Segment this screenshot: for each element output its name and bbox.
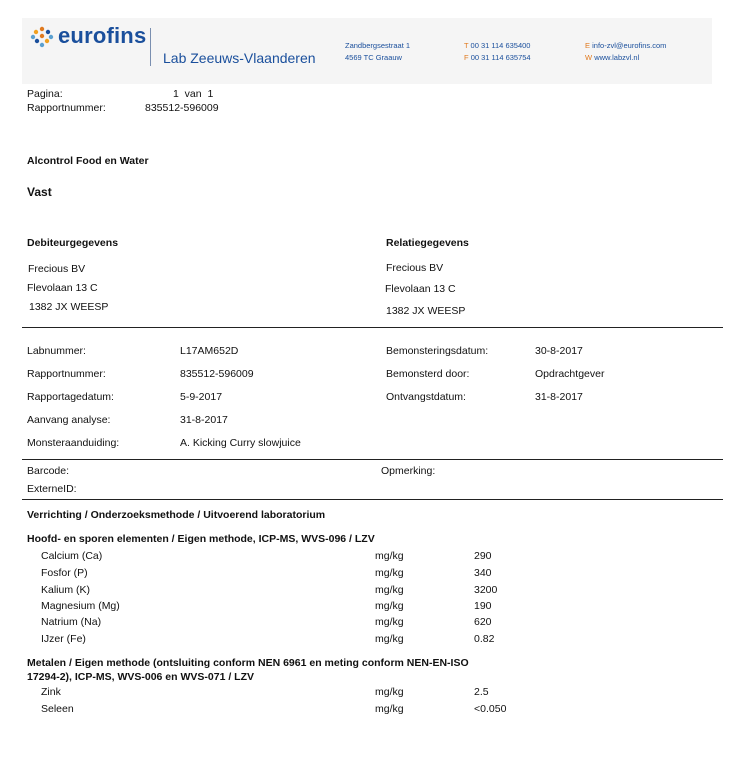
- element-name: Calcium (Ca): [41, 550, 103, 562]
- fax-number: 00 31 114 635754: [470, 53, 531, 62]
- ontvangstdatum-value: 31-8-2017: [535, 391, 583, 403]
- rapportagedatum-label: Rapportagedatum:: [27, 391, 114, 403]
- address-block: [345, 40, 410, 64]
- debtor-city: 1382 JX WEESP: [29, 301, 109, 313]
- fax-prefix: F: [464, 53, 469, 62]
- ontvangstdatum-label: Ontvangstdatum:: [386, 391, 466, 403]
- element-unit: mg/kg: [375, 600, 404, 612]
- monsteraanduiding-value: A. Kicking Curry slowjuice: [180, 437, 301, 449]
- element-name: Kalium (K): [41, 584, 91, 596]
- bemonsteringsdatum-label: Bemonsteringsdatum:: [386, 345, 489, 357]
- debtor-heading: Debiteurgegevens: [27, 237, 119, 249]
- element-unit: mg/kg: [375, 584, 404, 596]
- web-line: [585, 52, 666, 64]
- element-value: 290: [474, 550, 492, 562]
- aanvang-label: Aanvang analyse:: [27, 414, 111, 426]
- phone-number: 00 31 114 635400: [470, 41, 531, 50]
- web-prefix: W: [585, 53, 593, 62]
- phone-prefix: T: [464, 41, 469, 50]
- element-name: Zink: [41, 686, 61, 698]
- phone-line: [464, 40, 531, 52]
- monsteraanduiding-label: Monsteraanduiding:: [27, 437, 120, 449]
- phone-fax-block: [464, 40, 531, 64]
- labnummer-label: Labnummer:: [27, 345, 86, 357]
- element-unit: mg/kg: [375, 567, 404, 579]
- debtor-name: Frecious BV: [28, 263, 86, 275]
- divider-3: [22, 499, 723, 500]
- email-web-block: [585, 40, 666, 64]
- element-unit: mg/kg: [375, 616, 404, 628]
- element-name: Seleen: [41, 703, 74, 715]
- aanvang-value: 31-8-2017: [180, 414, 228, 426]
- group2-title-line1: Metalen / Eigen methode (ontsluiting conform NEN 6961 en meting conform NEN-EN-ISO: [27, 657, 469, 669]
- element-unit: mg/kg: [375, 550, 404, 562]
- rapportnummer-value: 835512-596009: [180, 368, 254, 380]
- element-unit: mg/kg: [375, 703, 404, 715]
- labnummer-value: L17AM652D: [180, 345, 239, 357]
- group1-title: Hoofd- en sporen elementen / Eigen methode, ICP-MS, WVS-096 / LZV: [27, 533, 375, 545]
- relation-street: Flevolaan 13 C: [385, 283, 456, 295]
- category-title: Vast: [27, 185, 52, 199]
- element-value: 2.5: [474, 686, 489, 698]
- element-unit: mg/kg: [375, 686, 404, 698]
- address-line-2: 4569 TC Graauw: [345, 53, 402, 62]
- eurofins-logo-text: eurofins: [58, 23, 147, 48]
- divider-2: [22, 459, 723, 460]
- element-name: IJzer (Fe): [41, 633, 86, 645]
- element-value: 620: [474, 616, 492, 628]
- debtor-street: Flevolaan 13 C: [27, 282, 98, 294]
- element-value: 3200: [474, 584, 498, 596]
- element-value: 190: [474, 600, 492, 612]
- element-unit: mg/kg: [375, 633, 404, 645]
- relation-heading: Relatiegegevens: [386, 237, 469, 249]
- opmerking-label: Opmerking:: [381, 465, 436, 477]
- company-title: Alcontrol Food en Water: [27, 155, 149, 167]
- element-name: Fosfor (P): [41, 567, 88, 579]
- element-value: <0.050: [474, 703, 507, 715]
- externeid-label: ExterneID:: [27, 483, 77, 495]
- bemonsteringsdatum-value: 30-8-2017: [535, 345, 583, 357]
- element-value: 340: [474, 567, 492, 579]
- header-divider: [150, 28, 151, 66]
- relation-name: Frecious BV: [386, 262, 444, 274]
- element-name: Magnesium (Mg): [41, 600, 120, 612]
- email-prefix: E: [585, 41, 591, 50]
- bemonsterd-door-label: Bemonsterd door:: [386, 368, 470, 380]
- address-line-1: Zandbergsestraat 1: [345, 41, 411, 50]
- divider-1: [22, 327, 723, 328]
- barcode-label: Barcode:: [27, 465, 70, 477]
- bemonsterd-door-value: Opdrachtgever: [535, 368, 605, 380]
- email-line: [585, 40, 666, 52]
- page-value: 1 van 1: [173, 88, 214, 100]
- lab-name: Lab Zeeuws-Vlaanderen: [163, 50, 316, 66]
- relation-city: 1382 JX WEESP: [386, 305, 466, 317]
- rapportnummer-label: Rapportnummer:: [27, 368, 106, 380]
- rapportagedatum-value: 5-9-2017: [180, 391, 223, 403]
- page-label: Pagina:: [27, 88, 63, 100]
- report-number-value: 835512-596009: [145, 102, 219, 114]
- element-value: 0.82: [474, 633, 495, 645]
- results-heading: Verrichting / Onderzoeksmethode / Uitvoerend laboratorium: [27, 509, 326, 521]
- element-name: Natrium (Na): [41, 616, 102, 628]
- group2-title-line2: 17294-2), ICP-MS, WVS-006 en WVS-071 / LZV: [27, 671, 254, 683]
- website-link[interactable]: www.labzvl.nl: [594, 53, 640, 62]
- fax-line: [464, 52, 531, 64]
- dots-cluster-icon: [30, 26, 54, 48]
- email-address[interactable]: info-zvl@eurofins.com: [592, 41, 667, 50]
- report-number-label: Rapportnummer:: [27, 102, 106, 114]
